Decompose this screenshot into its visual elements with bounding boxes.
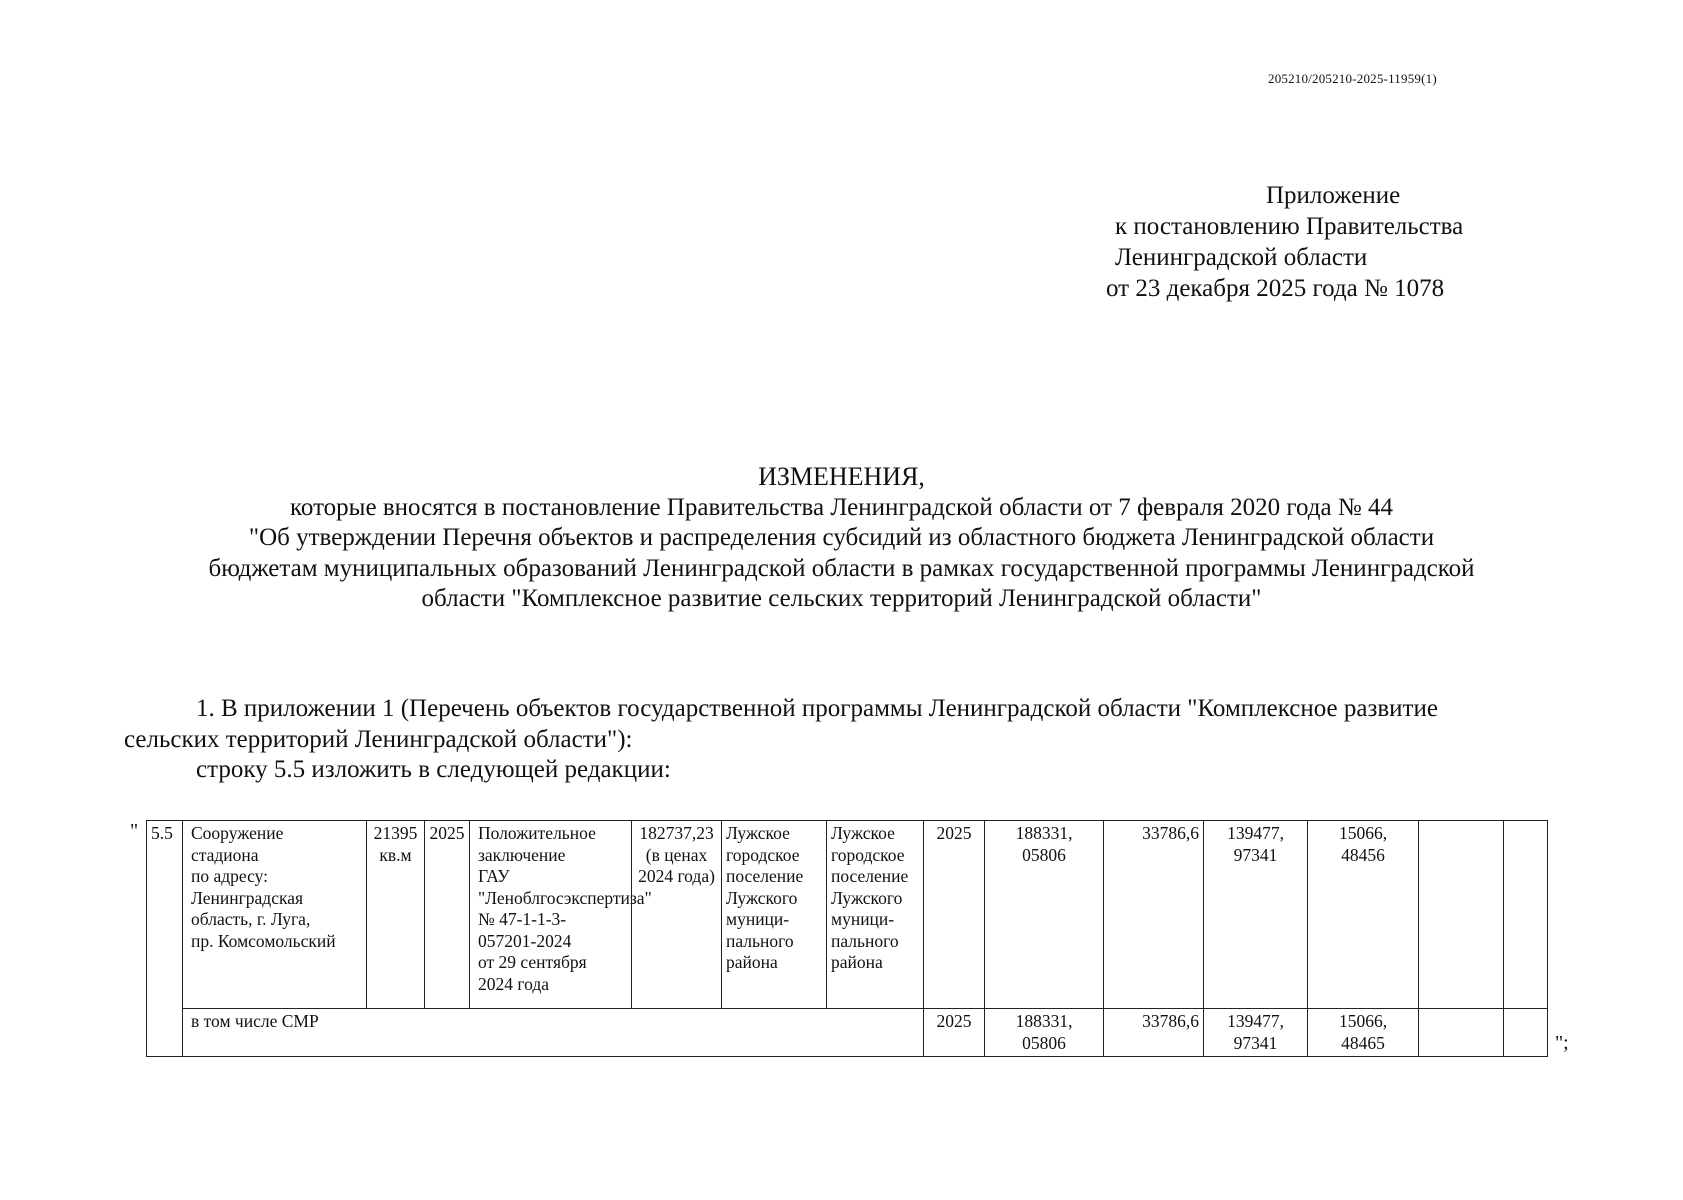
objects-table-row-5-5 xyxy=(146,820,1548,1057)
cell-estimated-cost: 182737,23 (в ценах 2024 года) xyxy=(632,821,722,1009)
title-line: бюджетам муниципальных образований Ленинградской области в рамках государственной программы Ленинградской xyxy=(208,554,1475,582)
cell-federal: 33786,6 xyxy=(1104,821,1204,1009)
cell-recipient: Лужское городское поселение Лужского муници- пального района xyxy=(827,821,924,1009)
title-line: области "Комплексное развитие сельских территорий Ленинградской области" xyxy=(421,585,1262,612)
cell-total: 188331, 05806 xyxy=(985,821,1104,1009)
title-heading: ИЗМЕНЕНИЯ, xyxy=(758,462,925,491)
closing-quote: "; xyxy=(1555,1032,1569,1054)
document-title xyxy=(120,462,1563,615)
annex-line-date: от 23 декабря 2025 года № 1078 xyxy=(1106,275,1445,302)
table-row xyxy=(147,821,1548,1009)
paragraph-1-line-2: сельских территорий Ленинградской области"): xyxy=(124,725,633,753)
cell-total: 188331, 05806 xyxy=(985,1009,1104,1057)
body-text xyxy=(124,694,1584,786)
annex-line-region: Ленинградской области xyxy=(1115,244,1368,271)
cell-extra-1 xyxy=(1419,1009,1504,1057)
title-line: которые вносятся в постановление Правительства Ленинградской области от 7 февраля 2020 года № 44 xyxy=(290,493,1393,521)
cell-federal: 33786,6 xyxy=(1104,1009,1204,1057)
cell-local: 15066, 48465 xyxy=(1308,1009,1419,1057)
cell-year: 2025 xyxy=(924,1009,985,1057)
cell-customer: Лужское городское поселение Лужского муници- пального района xyxy=(722,821,827,1009)
annex-title: Приложение xyxy=(1266,182,1401,209)
table-row xyxy=(147,1009,1548,1057)
cell-commission-year: 2025 xyxy=(425,821,470,1009)
cell-extra-2 xyxy=(1504,821,1548,1009)
cell-regional: 139477, 97341 xyxy=(1204,821,1308,1009)
cell-year: 2025 xyxy=(924,821,985,1009)
cell-number: 5.5 xyxy=(147,821,183,1057)
opening-quote: " xyxy=(130,820,139,842)
paragraph-1-line-1: 1. В приложении 1 (Перечень объектов государственной программы Ленинградской области "Комплексное развитие xyxy=(196,695,1438,722)
annex-header xyxy=(1095,180,1515,304)
cell-object-name: Сооружение стадиона по адресу: Ленинградская область, г. Луга, пр. Комсомольский xyxy=(183,821,367,1009)
cell-extra-1 xyxy=(1419,821,1504,1009)
paragraph-2: строку 5.5 изложить в следующей редакции: xyxy=(196,756,671,783)
annex-line-resolution: к постановлению Правительства xyxy=(1115,213,1464,240)
cell-expertise: Положительное заключение ГАУ "Леноблгосэкспертиза" № 47-1-1-3- 057201-2024 от 29 сентября 2024 года xyxy=(470,821,632,1009)
cell-extra-2 xyxy=(1504,1009,1548,1057)
cell-regional: 139477, 97341 xyxy=(1204,1009,1308,1057)
title-line: "Об утверждении Перечня объектов и распределения субсидий из областного бюджета Ленинградской области xyxy=(248,524,1435,551)
cell-smr-label: в том числе СМР xyxy=(183,1009,924,1057)
document-registration-number: 205210/205210-2025-11959(1) xyxy=(1268,71,1437,86)
cell-capacity: 21395 кв.м xyxy=(367,821,425,1009)
cell-local: 15066, 48456 xyxy=(1308,821,1419,1009)
